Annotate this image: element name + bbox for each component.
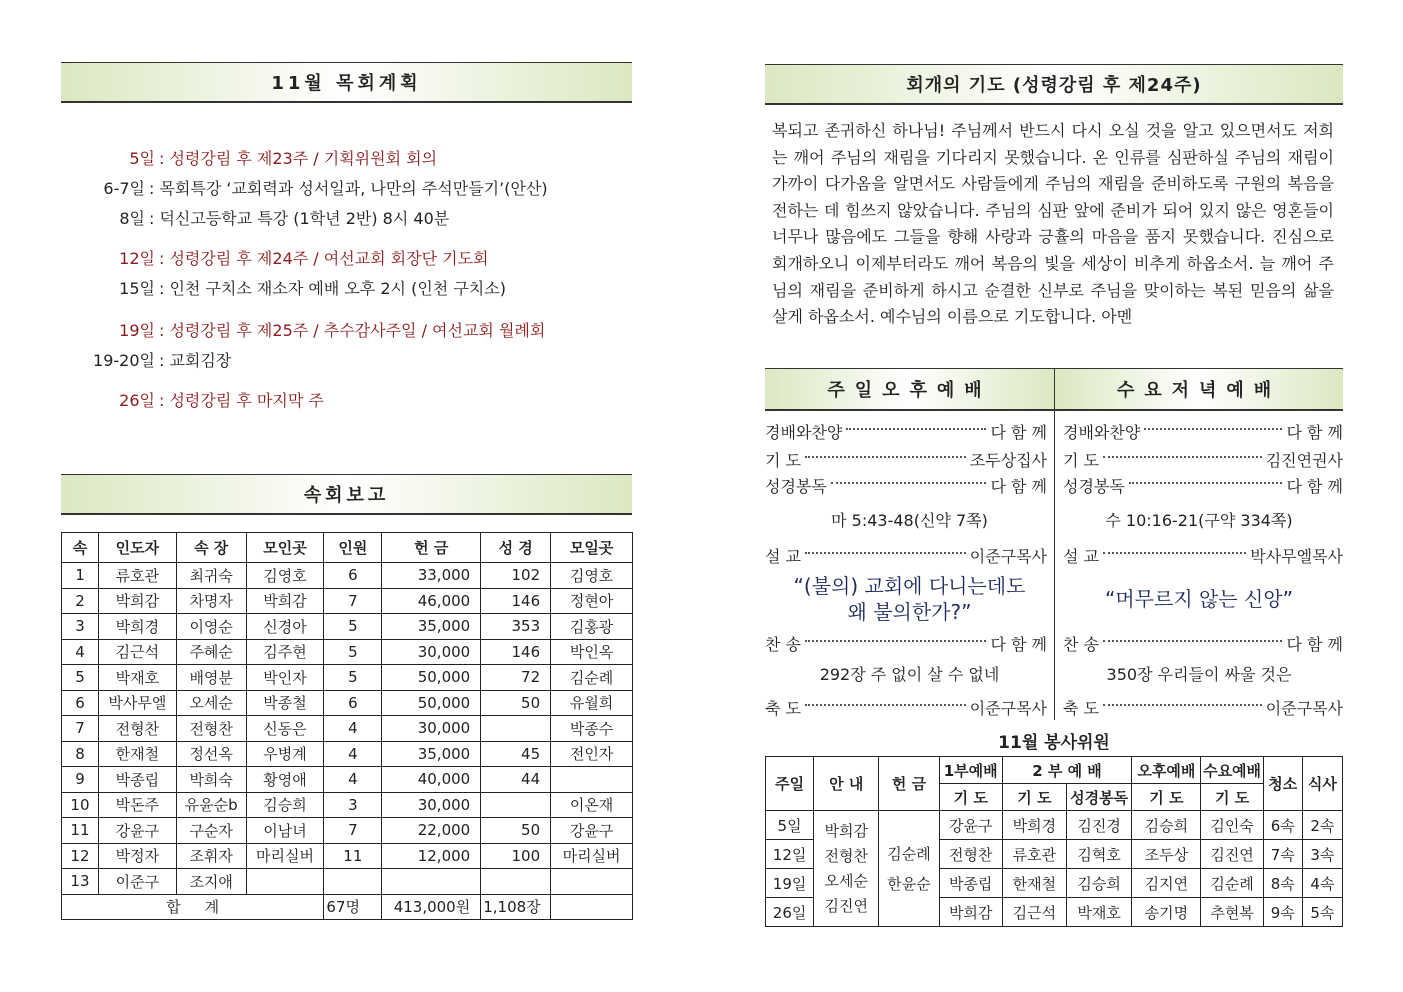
table-cell: 박사무엘 (98, 690, 176, 716)
table-cell: 구순자 (176, 818, 246, 844)
wednesday-sermon: 설 교 박사무엘목사 (1063, 544, 1343, 567)
plan-day: 12일 (119, 249, 155, 268)
sunday-scripture: 마 5:43-48(신약 7쪽) (831, 511, 988, 530)
table-row (62, 818, 633, 844)
volunteer-cell: 김진경 (1067, 811, 1132, 840)
vol-header-meal: 식사 (1302, 757, 1342, 811)
table-cell: 박희감 (98, 588, 176, 614)
offering-cell (879, 811, 939, 927)
table-cell: 33,000 (382, 563, 481, 589)
plan-text: : 성령강림 후 마지막 주 (159, 391, 324, 410)
table-cell: 마리실버 (246, 843, 324, 869)
volunteer-cell: 류호관 (1002, 840, 1066, 869)
volunteer-cell: 8속 (1263, 869, 1302, 898)
volunteer-cell: 송기명 (1132, 898, 1201, 927)
table-cell: 6 (324, 563, 382, 589)
table-cell: 4 (62, 639, 99, 665)
table-cell: 유월희 (551, 690, 633, 716)
table-cell: 류호관 (98, 563, 176, 589)
table-cell: 유윤순b (176, 792, 246, 818)
plan-item (60, 388, 324, 411)
table-row (62, 741, 633, 767)
table-cell: 30,000 (382, 639, 481, 665)
table-cell (481, 869, 551, 895)
table-cell: 박돈주 (98, 792, 176, 818)
table-cell: 김홍광 (551, 614, 633, 640)
volunteer-cell: 김진연 (1201, 840, 1263, 869)
plan-title: 11월 목회계획 (61, 62, 632, 103)
volunteer-cell: 9속 (1263, 898, 1302, 927)
sunday-prayer: 기 도 조두상집사 (765, 448, 1047, 471)
table-cell: 4 (324, 716, 382, 742)
table-row (62, 614, 633, 640)
prayer-title: 회개의 기도 (성령강림 후 제24주) (765, 64, 1343, 105)
column-header: 성 경 (481, 533, 551, 563)
table-cell: 3 (62, 614, 99, 640)
volunteer-cell: 4속 (1302, 869, 1342, 898)
table-cell: 한재철 (98, 741, 176, 767)
table-cell: 오세순 (176, 690, 246, 716)
table-cell: 100 (481, 843, 551, 869)
table-cell (551, 767, 633, 793)
plan-day: 19-20일 (93, 351, 155, 370)
table-cell: 박인자 (246, 665, 324, 691)
table-cell: 5 (62, 665, 99, 691)
wednesday-sermon-title: “머무르지 않는 신앙” (1105, 587, 1293, 611)
table-cell: 주혜순 (176, 639, 246, 665)
vol-header-week: 주일 (766, 757, 814, 811)
vol-header-guide: 안 내 (814, 757, 879, 811)
volunteer-cell: 박희감 (939, 898, 1002, 927)
table-row (62, 843, 633, 869)
plan-day: 8일 (119, 209, 145, 228)
plan-day: 6-7일 (103, 179, 145, 198)
plan-text: : 인천 구치소 재소자 예배 오후 2시 (인천 구치소) (159, 279, 506, 298)
volunteer-cell: 한재철 (1002, 869, 1066, 898)
volunteer-cell: 김지연 (1132, 869, 1201, 898)
wednesday-hymn-title: 350장 우리들이 싸울 것은 (1106, 665, 1292, 684)
table-cell: 50,000 (382, 690, 481, 716)
table-cell (551, 869, 633, 895)
offering-name: 김순례 (887, 844, 931, 863)
table-cell: 조지애 (176, 869, 246, 895)
table-cell: 정현아 (551, 588, 633, 614)
week-cell: 12일 (766, 840, 814, 869)
table-cell: 44 (481, 767, 551, 793)
table-cell: 강윤구 (98, 818, 176, 844)
table-row (62, 869, 633, 895)
prayer-text: 복되고 존귀하신 하나님! 주님께서 반드시 다시 오실 것을 알고 있으면서도 저희는 깨어 주님의 재림을 기다리지 못했습니다. 온 인류를 심판하실 주님의 재림이 가까이 다가옴을 알면서도 사람들에게 주님의 재림을 준비하도록 구원의 복음을 전하는 데 힘쓰지 않았습니다. 주님의 심판 앞에 준비가 되어 있지 않은 영혼들이 너무나 많음에도 그들을 향해 사랑과 긍휼의 마음을 품지 못했습니다. 진심으로 회개하오니 이제부터라도 깨어 복음의 빛을 세상이 비추게 하옵소서. 늘 깨어 주님의 재림을 준비하게 하시고 순결한 신부로 주님을 맞이하는 복된 믿음의 삶을 살게 하옵소서. 예수님의 이름으로 기도합니다. 아멘 (772, 121, 1334, 327)
plan-text: : 성령강림 후 제23주 / 기획위원회 회의 (159, 149, 438, 168)
vol-header-prayer: 기 도 (1132, 784, 1201, 811)
table-cell: 박종립 (98, 767, 176, 793)
volunteer-table (765, 756, 1343, 927)
week-cell: 19일 (766, 869, 814, 898)
table-cell: 11 (324, 843, 382, 869)
plan-text: : 교회김장 (159, 351, 232, 370)
volunteer-row (766, 811, 1343, 840)
total-label: 합 계 (62, 894, 324, 920)
table-cell: 강윤구 (551, 818, 633, 844)
volunteer-cell: 김승희 (1067, 869, 1132, 898)
volunteer-cell: 박재호 (1067, 898, 1132, 927)
table-cell: 50,000 (382, 665, 481, 691)
guide-name: 오세순 (824, 871, 868, 890)
wednesday-scripture: 수 10:16-21(구약 334쪽) (1105, 511, 1293, 530)
wednesday-service-title: 수요저녁예배 (1055, 368, 1343, 411)
wednesday-prayer: 기 도 김진연권사 (1063, 448, 1343, 471)
plan-day: 15일 (119, 279, 155, 298)
table-cell: 30,000 (382, 792, 481, 818)
table-cell: 이영순 (176, 614, 246, 640)
plan-item (60, 146, 437, 169)
guide-cell (814, 811, 879, 927)
column-header: 모일곳 (551, 533, 633, 563)
table-row (62, 563, 633, 589)
table-cell (481, 792, 551, 818)
table-cell: 김근석 (98, 639, 176, 665)
wednesday-reading: 성경봉독 다 함 께 (1063, 474, 1343, 497)
table-cell: 7 (62, 716, 99, 742)
table-cell: 김영호 (551, 563, 633, 589)
volunteer-cell: 2속 (1302, 811, 1342, 840)
total-empty (551, 894, 633, 920)
table-cell: 35,000 (382, 614, 481, 640)
table-cell: 102 (481, 563, 551, 589)
vol-header-offering: 헌 금 (879, 757, 939, 811)
plan-text: : 성령강림 후 제25주 / 추수감사주일 / 여선교회 월례회 (159, 321, 546, 340)
table-cell: 6 (324, 690, 382, 716)
table-cell: 5 (324, 614, 382, 640)
table-cell: 4 (324, 741, 382, 767)
table-cell: 353 (481, 614, 551, 640)
table-cell (481, 716, 551, 742)
total-row (62, 894, 633, 920)
table-cell (324, 869, 382, 895)
plan-day: 26일 (119, 391, 155, 410)
table-cell: 이온재 (551, 792, 633, 818)
table-cell: 40,000 (382, 767, 481, 793)
table-cell: 3 (324, 792, 382, 818)
plan-item (60, 246, 489, 269)
table-cell: 박희숙 (176, 767, 246, 793)
table-cell: 이준구 (98, 869, 176, 895)
vol-header-prayer: 기 도 (1002, 784, 1066, 811)
volunteer-cell: 6속 (1263, 811, 1302, 840)
table-cell: 신동은 (246, 716, 324, 742)
table-cell: 72 (481, 665, 551, 691)
volunteer-cell: 김승희 (1132, 811, 1201, 840)
table-cell: 김영호 (246, 563, 324, 589)
table-row (62, 690, 633, 716)
vol-header-prayer: 기 도 (1201, 784, 1263, 811)
table-cell: 황영애 (246, 767, 324, 793)
table-cell: 박희감 (246, 588, 324, 614)
plan-item (60, 176, 548, 199)
volunteer-title: 11월 봉사위원 (998, 733, 1110, 753)
plan-item (60, 318, 545, 341)
plan-item (60, 348, 231, 371)
worship-order (765, 368, 1343, 720)
volunteer-cell: 7속 (1263, 840, 1302, 869)
table-cell: 박종철 (246, 690, 324, 716)
table-cell: 46,000 (382, 588, 481, 614)
volunteer-cell: 강윤구 (939, 811, 1002, 840)
plan-item (60, 276, 506, 299)
table-cell: 정선옥 (176, 741, 246, 767)
table-cell: 13 (62, 869, 99, 895)
table-header-row (62, 533, 633, 563)
volunteer-cell: 김인숙 (1201, 811, 1263, 840)
table-cell: 45 (481, 741, 551, 767)
column-header: 속 (62, 533, 99, 563)
guide-name: 박희감 (824, 821, 868, 840)
table-cell: 6 (62, 690, 99, 716)
volunteer-cell: 김혁호 (1067, 840, 1132, 869)
table-cell: 차명자 (176, 588, 246, 614)
table-cell (382, 869, 481, 895)
table-cell: 8 (62, 741, 99, 767)
plan-day: 5일 (129, 149, 155, 168)
attendance-table (61, 532, 633, 920)
table-cell: 마리실버 (551, 843, 633, 869)
table-cell: 10 (62, 792, 99, 818)
table-cell: 전인자 (551, 741, 633, 767)
table-cell: 김주현 (246, 639, 324, 665)
total-bible: 1,108장 (481, 894, 551, 920)
total-people: 67명 (324, 894, 382, 920)
plan-item (60, 206, 449, 229)
table-row (62, 767, 633, 793)
table-cell: 11 (62, 818, 99, 844)
table-row (62, 792, 633, 818)
column-header: 인도자 (98, 533, 176, 563)
table-cell: 김승희 (246, 792, 324, 818)
offering-name: 한윤순 (887, 874, 931, 893)
sunday-hymn: 찬 송 다 함 께 (765, 632, 1047, 655)
report-title: 속회보고 (61, 474, 632, 515)
volunteer-cell: 김근석 (1002, 898, 1066, 927)
plan-day: 19일 (119, 321, 155, 340)
table-cell: 22,000 (382, 818, 481, 844)
volunteer-cell: 5속 (1302, 898, 1342, 927)
vol-header-cleaning: 청소 (1263, 757, 1302, 811)
table-cell: 146 (481, 639, 551, 665)
vol-header-afternoon-service: 오후예배 (1132, 757, 1201, 784)
volunteer-cell: 조두상 (1132, 840, 1201, 869)
table-cell: 7 (324, 818, 382, 844)
wednesday-hymn: 찬 송 다 함 께 (1063, 632, 1343, 655)
table-cell: 전형찬 (98, 716, 176, 742)
sunday-sermon: 설 교 이준구목사 (765, 544, 1047, 567)
volunteer-cell: 3속 (1302, 840, 1342, 869)
table-cell: 최귀숙 (176, 563, 246, 589)
week-cell: 5일 (766, 811, 814, 840)
table-row (62, 665, 633, 691)
table-cell: 12,000 (382, 843, 481, 869)
week-cell: 26일 (766, 898, 814, 927)
sunday-hymn-title: 292장 주 없이 살 수 없네 (819, 665, 1000, 684)
table-cell: 배영분 (176, 665, 246, 691)
guide-name: 전형찬 (824, 846, 868, 865)
column-header: 모인곳 (246, 533, 324, 563)
table-cell: 박희경 (98, 614, 176, 640)
table-cell: 박인옥 (551, 639, 633, 665)
table-cell: 조휘자 (176, 843, 246, 869)
volunteer-cell: 박종립 (939, 869, 1002, 898)
total-offering: 413,000원 (382, 894, 481, 920)
table-cell: 이남녀 (246, 818, 324, 844)
sunday-praise: 경배와찬양 다 함 께 (765, 420, 1047, 443)
column-header: 헌 금 (382, 533, 481, 563)
table-cell: 1 (62, 563, 99, 589)
table-cell: 4 (324, 767, 382, 793)
vol-header-wednesday-service: 수요예배 (1201, 757, 1263, 784)
vol-header-prayer: 기 도 (939, 784, 1002, 811)
table-cell: 5 (324, 665, 382, 691)
volunteer-cell: 추현복 (1201, 898, 1263, 927)
table-cell: 12 (62, 843, 99, 869)
table-cell: 50 (481, 818, 551, 844)
table-cell: 9 (62, 767, 99, 793)
volunteer-cell: 전형찬 (939, 840, 1002, 869)
vol-header-first-service: 1부예배 (939, 757, 1002, 784)
plan-text: : 덕신고등학교 특강 (1학년 2반) 8시 40분 (149, 209, 450, 228)
plan-text: : 목회특강 ‘교회력과 성서일과, 나만의 주석만들기’(안산) (149, 179, 548, 198)
vol-header-reading: 성경봉독 (1067, 784, 1132, 811)
table-cell: 2 (62, 588, 99, 614)
sunday-sermon-title: “(불의) 교회에 다니는데도 왜 불의한가?” (793, 574, 1026, 624)
wednesday-blessing: 축 도 이준구목사 (1063, 696, 1343, 719)
wednesday-praise: 경배와찬양 다 함 께 (1063, 420, 1343, 443)
plan-text: : 성령강림 후 제24주 / 여선교회 회장단 기도회 (159, 249, 489, 268)
table-cell: 박정자 (98, 843, 176, 869)
volunteer-cell: 박희경 (1002, 811, 1066, 840)
table-row (62, 716, 633, 742)
table-cell: 박종수 (551, 716, 633, 742)
column-header: 속 장 (176, 533, 246, 563)
table-row (62, 588, 633, 614)
sunday-service-title: 주일오후예배 (765, 368, 1054, 411)
table-row (62, 639, 633, 665)
table-cell: 30,000 (382, 716, 481, 742)
vol-header-second-service: 2 부 예 배 (1002, 757, 1131, 784)
table-cell: 박재호 (98, 665, 176, 691)
table-cell: 김순례 (551, 665, 633, 691)
table-cell: 5 (324, 639, 382, 665)
column-header: 인원 (324, 533, 382, 563)
table-cell: 50 (481, 690, 551, 716)
table-cell: 전형찬 (176, 716, 246, 742)
sunday-reading: 성경봉독 다 함 께 (765, 474, 1047, 497)
table-cell: 우병계 (246, 741, 324, 767)
volunteer-cell: 김순례 (1201, 869, 1263, 898)
sunday-blessing: 축 도 이준구목사 (765, 696, 1047, 719)
table-cell: 146 (481, 588, 551, 614)
table-cell: 신경아 (246, 614, 324, 640)
guide-name: 김진연 (824, 896, 868, 915)
table-cell: 7 (324, 588, 382, 614)
table-cell (246, 869, 324, 895)
table-cell: 35,000 (382, 741, 481, 767)
